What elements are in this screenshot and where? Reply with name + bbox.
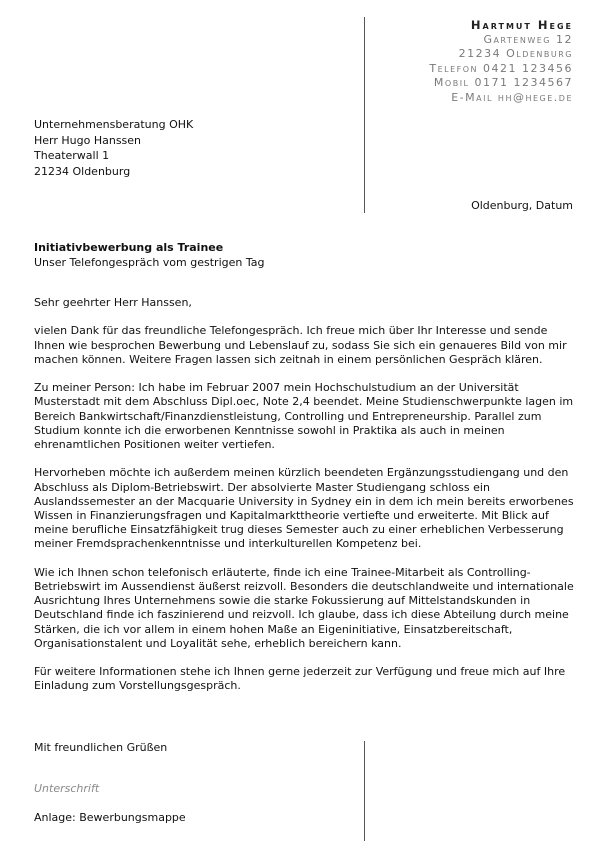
body-paragraph-3: Hervorheben möchte ich außerdem meinen kürzlich beendeten Ergänzungsstudiengang und den Abschluss als Diplom-Betriebswirt. Der absolvierte Master Studiengang schloss ein Auslandssemester an der Macquarie University in Sydney ein in dem ich mein bereits erworbenes Wissen in Finanzierungsfragen und Kapitalmarkttheorie vertiefte und erweiterte. Mit Blick auf meine berufliche Einsatzfähigkeit trug dieses Semester auch zu einer erheblichen Verbesserung meiner Fremdsprachenkenntnisse und interkulturellen Kompetenz bei. <box>34 466 574 551</box>
subject-block <box>34 240 264 270</box>
sender-street: Gartenweg 12 <box>483 32 573 46</box>
recipient-company: Unternehmensberatung OHK <box>34 118 194 131</box>
body-paragraph-2: Zu meiner Person: Ich habe im Februar 2007 mein Hochschulstudium an der Universität Musterstadt mit dem Abschluss Dipl.oec, Note 2,4 beendet. Meine Studienschwerpunkte lagen im Bereich Bankwirtschaft/Finanzdienstleistung, Controlling und Entrepreneurship. Parallel zum Studium konnte ich die erworbenen Kenntnisse sowohl in Praktika als auch in meinen ehrenamtlichen Positionen weiter vertiefen. <box>34 381 574 451</box>
body-paragraph-1: vielen Dank für das freundliche Telefongespräch. Ich freue mich über Ihr Interesse und sende Ihnen wie besprochen Bewerbung und Lebenslauf zu, sodass Sie sich ein genaueres Bild von mir machen können. Weitere Fragen lassen sich zeitnah in einem persönlichen Gespräch klären. <box>34 324 567 366</box>
sender-phone: Telefon 0421 123456 <box>429 61 573 75</box>
recipient-street: Theaterwall 1 <box>34 149 110 162</box>
body-paragraph-4: Wie ich Ihnen schon telefonisch erläuterte, finde ich eine Trainee-Mitarbeit als Controlling-Betriebswirt im Aussendienst äußerst reizvoll. Besonders die deutschlandweite und internationale Ausrichtung Ihres Unternehmens sowie die starke Fokussierung auf Mittelstandskunden in Deutschland finde ich faszinierend und reizvoll. Ich glaube, dass ich diese Abteilung durch meine Stärken, die ich vor allem in einem hohen Maße an Eigeninitiative, Einsatzbereitschaft, Organisationstalent und Loyalität sehe, erheblich bereichern kann. <box>34 565 574 650</box>
sender-city: 21234 Oldenburg <box>458 47 573 61</box>
letter-body <box>34 296 574 708</box>
sender-name: Hartmut Hege <box>470 18 573 32</box>
enclosure-note: Anlage: Bewerbungsmappe <box>34 811 186 824</box>
salutation: Sehr geehrter Herr Hanssen, <box>34 296 192 309</box>
letter-date: Oldenburg, Datum <box>471 199 573 212</box>
sender-block <box>429 18 573 106</box>
recipient-person: Herr Hugo Hanssen <box>34 133 142 147</box>
recipient-block <box>34 117 193 179</box>
sender-mobile: Mobil 0171 1234567 <box>433 76 573 90</box>
subject-reference: Unser Telefongespräch vom gestrigen Tag <box>34 256 265 269</box>
subject-title: Initiativbewerbung als Trainee <box>34 241 224 254</box>
closing: Mit freundlichen Grüßen <box>34 741 168 754</box>
body-paragraph-5: Für weitere Informationen stehe ich Ihnen gerne jederzeit zur Verfügung und freue mich auf Ihre Einladung zum Vorstellungsgespräch. <box>34 665 566 693</box>
recipient-city: 21234 Oldenburg <box>34 164 131 178</box>
signature-placeholder: Unterschrift <box>34 782 100 795</box>
divider-line-top <box>364 17 365 213</box>
divider-line-bottom <box>364 741 365 841</box>
sender-email: E-Mail hh@hege.de <box>451 90 573 104</box>
